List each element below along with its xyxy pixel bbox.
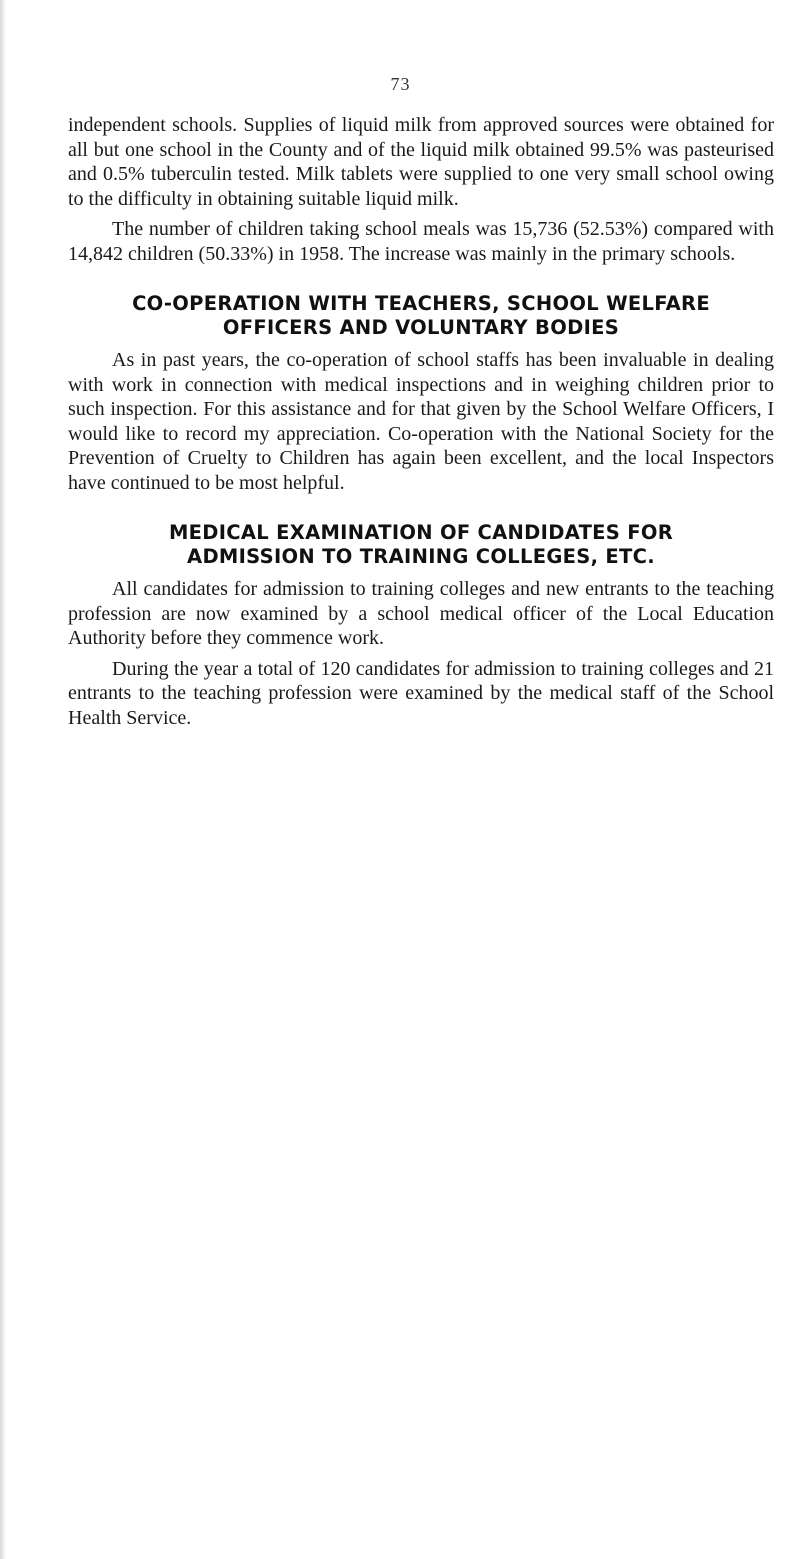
heading-cooperation-line1: CO-OPERATION WITH TEACHERS, SCHOOL WELFARE <box>132 292 710 315</box>
page-body <box>68 113 774 736</box>
heading-medical-line1: MEDICAL EXAMINATION OF CANDIDATES FOR <box>168 521 674 544</box>
paragraph-cooperation: As in past years, the co-operation of school staffs has been invaluable in dealing with work in connection with medical inspections and in weighing children prior to such inspection. For this assistance and for that given by the School Welfare Officers, I would like to record my appreciation. Co-operation with the National Society for the Prevention of Cruelty to Children has again been excellent, and the local Inspectors have continued to be most helpful. <box>68 349 774 494</box>
page-edge-shadow <box>0 0 6 1559</box>
paragraph-school-meals: The number of children taking school meals was 15,736 (52.53%) compared with 14,842 children (50.33%) in 1958. The increase was mainly in the primary schools. <box>68 218 774 265</box>
heading-cooperation-line2: OFFICERS AND VOLUNTARY BODIES <box>222 316 620 339</box>
page-number: 73 <box>390 74 411 94</box>
heading-medical-line2: ADMISSION TO TRAINING COLLEGES, ETC. <box>187 545 655 568</box>
paragraph-candidates-examined: All candidates for admission to training colleges and new entrants to the teaching profession are now examined by a school medical officer of the Local Education Authority before they commence work. <box>68 578 774 649</box>
heading-medical-examination <box>68 521 774 569</box>
heading-cooperation <box>68 292 774 340</box>
paragraph-milk-supplies: independent schools. Supplies of liquid milk from approved sources were obtained for all but one school in the County and of the liquid milk obtained 99.5% was pasteurised and 0.5% tuberculin tested. Milk tablets were supplied to one very small school owing to the difficulty in obtaining suitable liquid milk. <box>68 114 774 210</box>
paragraph-year-totals: During the year a total of 120 candidates for admission to training colleges and 21 entrants to the teaching profession were examined by the medical staff of the School Health Service. <box>68 657 774 729</box>
